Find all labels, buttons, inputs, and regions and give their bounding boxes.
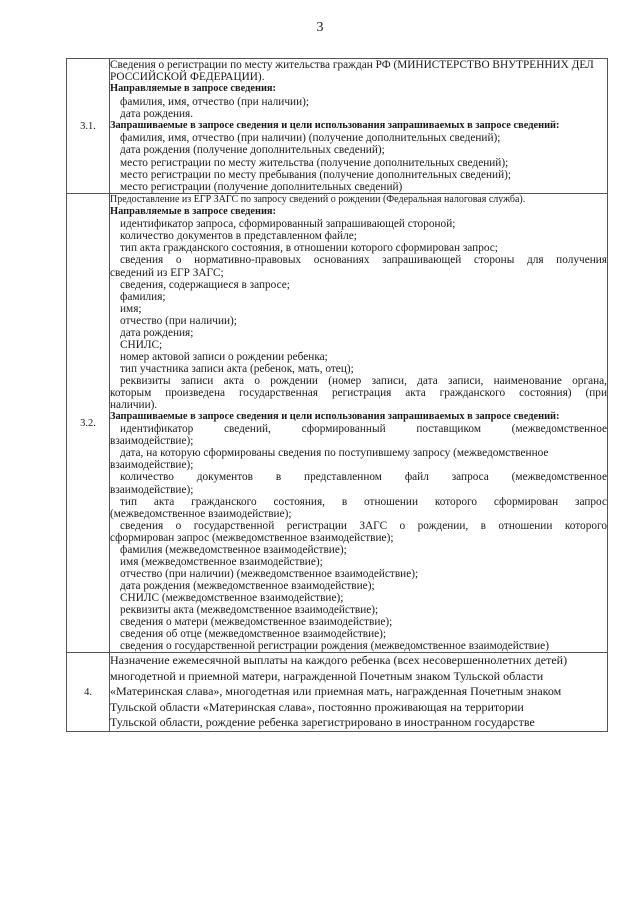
section-heading: Запрашиваемые в запросе сведения и цели использования запрашиваемых в запросе сведений: — [110, 120, 560, 132]
row-number: 4. — [67, 653, 110, 732]
text-line: дата рождения; — [120, 326, 194, 339]
text-line: место регистрации (получение дополнительных сведений) — [120, 181, 403, 194]
text-line: Тульской области «Материнская слава», постоянно проживающая на территории — [110, 699, 524, 714]
section-heading: Запрашиваемые в запросе сведения и цели использования запрашиваемых в запросе сведений: — [110, 411, 560, 423]
text-line: СНИЛС; — [120, 338, 163, 351]
text-line: которым произведена государственная регистрация акта гражданского состояния) (при — [110, 386, 607, 399]
text-line: количество документов в представленном файл запроса (межведомственное — [120, 471, 607, 484]
text-line: имя (межведомственное взаимодействие); — [120, 556, 323, 569]
row-content — [110, 59, 608, 194]
text-line: Сведения о регистрации по месту жительства граждан РФ (МИНИСТЕРСТВО ВНУТРЕННИХ ДЕЛ — [110, 59, 594, 71]
text-line: Тульской области, рождение ребенка зарегистрировано в иностранном государстве — [110, 715, 535, 730]
section-heading: Направляемые в запросе сведения: — [110, 83, 277, 95]
text-line: взаимодействие); — [110, 483, 194, 496]
requirements-table — [66, 58, 608, 732]
text-line: количество документов в представленном файле; — [120, 230, 357, 243]
text-line: сведения, содержащиеся в запросе; — [120, 278, 290, 291]
text-line: Предоставление из ЕГР ЗАГС по запросу сведений о рождении (Федеральная налоговая служба). — [110, 194, 526, 206]
section-heading: Направляемые в запросе сведения: — [110, 206, 277, 218]
text-line: сведения о нормативно-правовых основаниях запрашивающей стороны для получения — [120, 254, 607, 267]
table-row — [67, 653, 608, 732]
text-line: сведения об отце (межведомственное взаимодействие); — [120, 628, 387, 641]
text-line: отчество (при наличии) (межведомственное взаимодействие); — [120, 568, 419, 581]
text-line: взаимодействие); — [110, 459, 194, 472]
text-line: тип акта гражданского состояния, в отношении которого сформирован запрос — [120, 495, 607, 508]
text-line: сформирован запрос (межведомственное взаимодействие); — [110, 532, 394, 545]
text-line: сведения о матери (межведомственное взаимодействие); — [120, 616, 393, 629]
text-line: фамилия, имя, отчество (при наличии) (получение дополнительных сведений); — [120, 132, 501, 145]
text-line: реквизиты акта (межведомственное взаимодействие); — [120, 604, 379, 617]
text-line: РОССИЙСКОЙ ФЕДЕРАЦИИ). — [110, 71, 265, 84]
text-line: номер актовой записи о рождении ребенка; — [120, 350, 328, 363]
text-line: отчество (при наличии); — [120, 314, 237, 327]
text-line: тип акта гражданского состояния, в отношении которого сформирован запрос; — [120, 242, 498, 255]
row-number: 3.1. — [67, 59, 110, 194]
text-line: «Материнская слава», многодетная или приемная мать, награжденная Почетным знаком — [110, 684, 562, 699]
text-line: тип участника записи акта (ребенок, мать, отец); — [120, 362, 354, 375]
row-number: 3.2. — [67, 194, 110, 653]
text-line: наличии). — [110, 399, 158, 412]
text-line: дата, на которую сформированы сведения по поступившему запросу (межведомственное — [120, 447, 549, 460]
text-line: сведения о государственной регистрации ЗАГС о рождении, в отношении которого — [120, 520, 607, 533]
text-line: (межведомственное взаимодействие); — [110, 508, 292, 521]
page-number: 3 — [316, 20, 324, 35]
row-content — [110, 194, 608, 653]
text-line: место регистрации по месту жительства (получение дополнительных сведений); — [120, 156, 509, 169]
text-line: место регистрации по месту пребывания (получение дополнительных сведений); — [120, 168, 512, 181]
text-line: имя; — [120, 302, 142, 315]
text-line: фамилия (межведомственное взаимодействие); — [120, 544, 347, 557]
text-line: сведения о государственной регистрации рождения (межведомственное взаимодействие) — [120, 640, 549, 653]
text-line: многодетной и приемной матери, награжденной Почетным знаком Тульской области — [110, 668, 544, 683]
text-line: дата рождения. — [120, 107, 194, 120]
text-line: фамилия; — [120, 290, 166, 303]
text-line: СНИЛС (межведомственное взаимодействие); — [120, 592, 344, 605]
text-line: дата рождения (получение дополнительных сведений); — [120, 144, 385, 157]
table-row — [67, 59, 608, 194]
row-content — [110, 653, 608, 732]
text-line: дата рождения (межведомственное взаимодействие); — [120, 580, 375, 593]
text-line: реквизиты записи акта о рождении (номер записи, дата записи, наименование органа, — [120, 374, 607, 387]
text-line: взаимодействие); — [110, 435, 194, 448]
table-row — [67, 194, 608, 653]
text-line: идентификатор сведений, сформированный поставщиком (межведомственное — [120, 423, 607, 436]
text-line: Назначение ежемесячной выплаты на каждого ребенка (всех несовершеннолетних детей) — [110, 653, 568, 668]
text-line: идентификатор запроса, сформированный запрашивающей стороной; — [120, 218, 456, 231]
text-line: фамилия, имя, отчество (при наличии); — [120, 95, 310, 108]
text-line: сведений из ЕГР ЗАГС; — [110, 266, 224, 279]
